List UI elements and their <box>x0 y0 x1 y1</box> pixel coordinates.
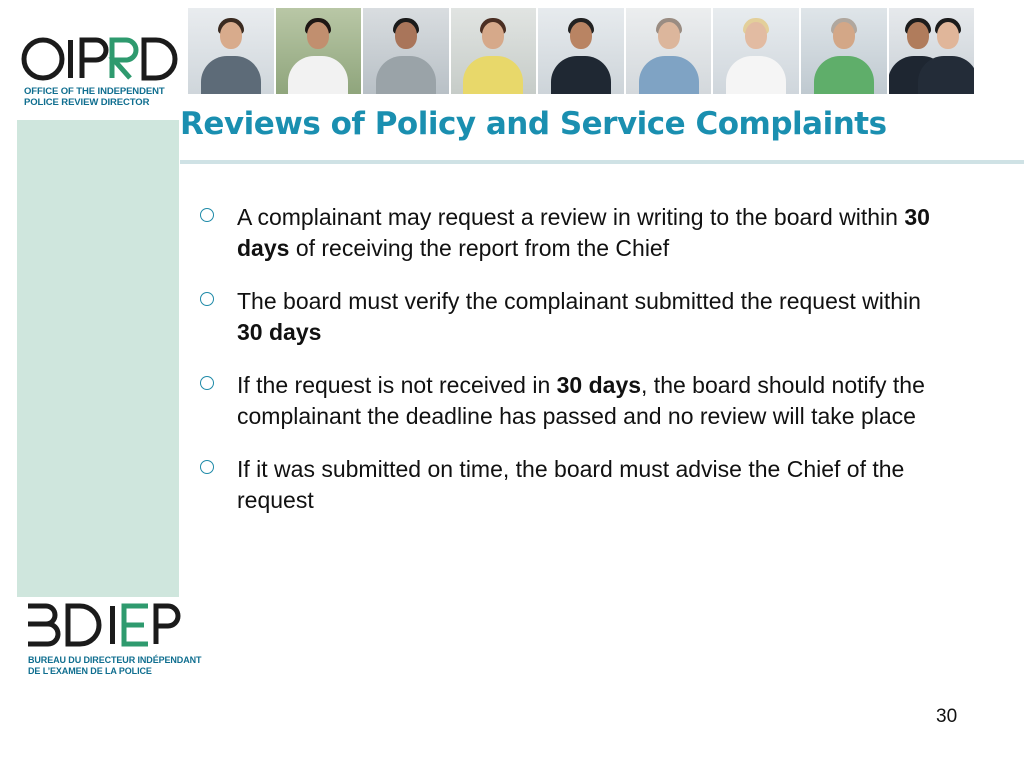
oiprd-logo-icon <box>20 28 180 86</box>
person-photo-2 <box>276 8 362 94</box>
slide-title: Reviews of Policy and Service Complaints <box>180 106 887 142</box>
list-item <box>200 202 940 264</box>
officers-photo <box>889 8 975 94</box>
person-photo-4 <box>451 8 537 94</box>
oiprd-logo <box>20 28 180 114</box>
oiprd-caption-line: OFFICE OF THE INDEPENDENT <box>24 86 165 97</box>
sidebar-panel <box>17 120 179 597</box>
bullet-text: If the request is not received in 30 days, the board should notify the complainant the deadline has passed and no review will take place <box>237 372 925 429</box>
person-photo-5 <box>626 8 712 94</box>
bdiep-caption-line: BUREAU DU DIRECTEUR INDÉPENDANT <box>28 655 202 665</box>
circle-bullet-icon <box>200 208 214 222</box>
title-divider <box>180 160 1024 164</box>
officer-photo <box>538 8 624 94</box>
list-item <box>200 454 940 516</box>
bullet-text: The board must verify the complainant submitted the request within 30 days <box>237 288 921 345</box>
page-number: 30 <box>936 706 958 727</box>
bdiep-logo-icon <box>24 600 184 652</box>
bullet-text: If it was submitted on time, the board must advise the Chief of the request <box>237 456 905 513</box>
bdiep-caption <box>28 655 202 677</box>
circle-bullet-icon <box>200 460 214 474</box>
list-item <box>200 286 940 348</box>
person-photo-3 <box>363 8 449 94</box>
circle-bullet-icon <box>200 292 214 306</box>
oiprd-caption <box>24 86 180 108</box>
bullet-list <box>200 202 940 538</box>
oiprd-caption-line: POLICE REVIEW DIRECTOR <box>24 97 150 108</box>
person-photo-7 <box>801 8 887 94</box>
photo-strip <box>188 8 974 94</box>
bdiep-logo <box>24 600 202 685</box>
list-item <box>200 370 940 432</box>
circle-bullet-icon <box>200 376 214 390</box>
bullet-text: A complainant may request a review in writing to the board within 30 days of receiving the report from the Chief <box>237 204 930 261</box>
person-photo-1 <box>188 8 274 94</box>
bdiep-caption-line: DE L’EXAMEN DE LA POLICE <box>28 666 152 676</box>
person-photo-6 <box>713 8 799 94</box>
